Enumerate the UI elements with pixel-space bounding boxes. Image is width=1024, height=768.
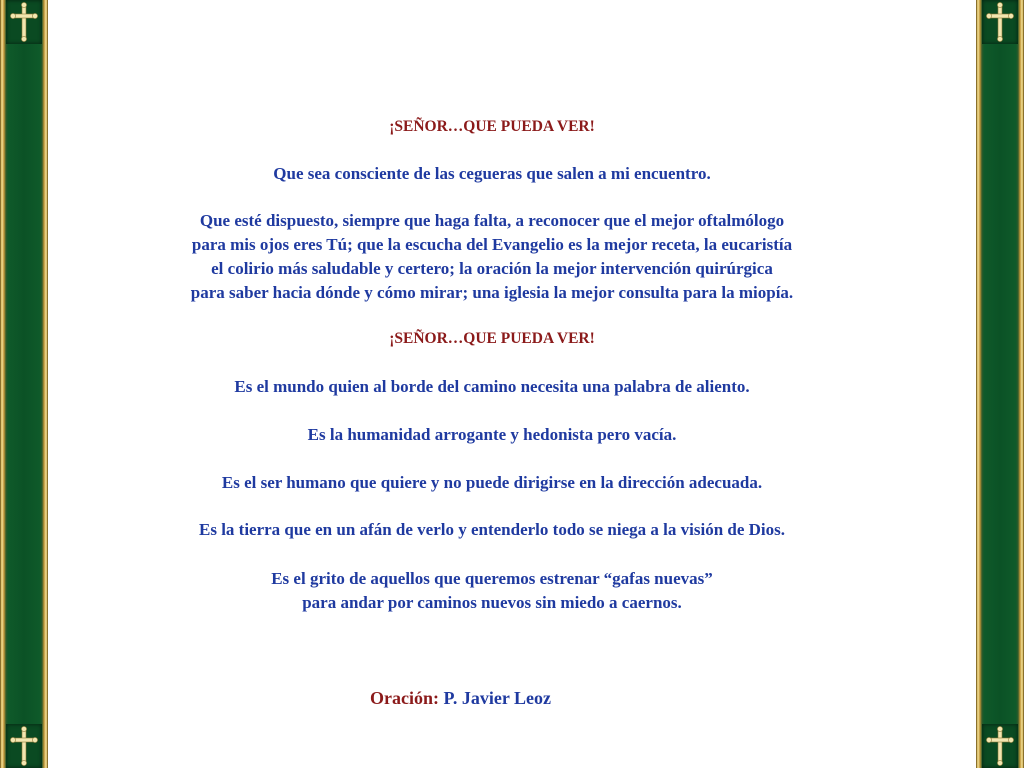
cross-icon xyxy=(982,724,1018,768)
signature-separator: : xyxy=(433,688,439,708)
text-line: para mis ojos eres Tú; que la escucha del Evangelio es la mejor receta, la eucaristía xyxy=(191,235,793,254)
text-line: Que sea consciente de las cegueras que salen a mi encuentro. xyxy=(273,164,711,183)
text-line: Es el grito de aquellos que queremos estrenar “gafas nuevas” xyxy=(271,569,713,588)
text-line: Es la tierra que en un afán de verlo y entenderlo todo se niega a la visión de Dios. xyxy=(198,520,786,539)
text-line: Es el mundo quien al borde del camino necesita una palabra de aliento. xyxy=(234,377,750,396)
signature-author: P. Javier Leoz xyxy=(439,688,551,708)
text-line: Que esté dispuesto, siempre que haga falta, a reconocer que el mejor oftalmólogo xyxy=(199,211,785,230)
signature xyxy=(370,688,551,709)
right-decorative-border xyxy=(976,0,1024,768)
signature-label: Oración xyxy=(370,688,433,708)
text-line: para andar por caminos nuevos sin miedo a caernos. xyxy=(302,593,682,612)
text-line: para saber hacia dónde y cómo mirar; una iglesia la mejor consulta para la miopía. xyxy=(190,283,794,302)
cross-icon xyxy=(982,0,1018,44)
left-decorative-border xyxy=(0,0,48,768)
heading: ¡SEÑOR…QUE PUEDA VER! xyxy=(389,118,595,135)
heading: ¡SEÑOR…QUE PUEDA VER! xyxy=(389,330,595,347)
text-line: Es el ser humano que quiere y no puede dirigirse en la dirección adecuada. xyxy=(221,473,763,492)
text-line: el colirio más saludable y certero; la oración la mejor intervención quirúrgica xyxy=(211,259,773,278)
text-line: Es la humanidad arrogante y hedonista pero vacía. xyxy=(307,425,677,444)
cross-icon xyxy=(6,724,42,768)
cross-icon xyxy=(6,0,42,44)
